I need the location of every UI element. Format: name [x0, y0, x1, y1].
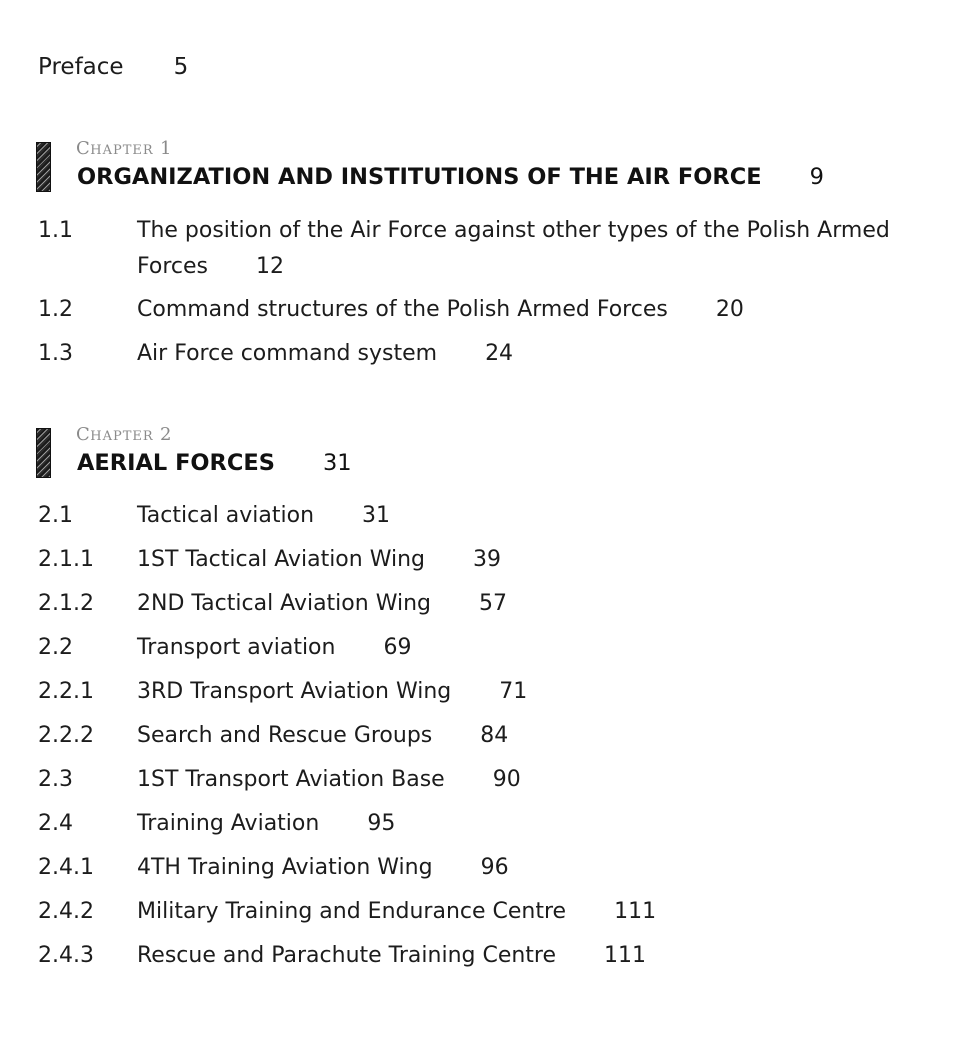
entry-title-wrap: Rescue and Parachute Training Centre 111	[137, 943, 647, 968]
entry-page: 90	[492, 767, 521, 792]
entry-page: 84	[480, 723, 509, 748]
entry-number: 2.4.2	[38, 899, 94, 924]
entry-number: 2.1.1	[38, 547, 94, 572]
preface-page: 5	[173, 54, 189, 80]
entry-number: 2.4.1	[38, 855, 94, 880]
entry-title-wrap: 1ST Tactical Aviation Wing 39	[137, 547, 501, 572]
entry-number: 2.2.2	[38, 723, 94, 748]
entry-page: 96	[480, 855, 509, 880]
entry-title-wrap: Search and Rescue Groups 84	[137, 723, 509, 748]
entry-number: 1.2	[38, 297, 73, 322]
entry-page: 71	[499, 679, 528, 704]
entry-number: 2.1	[38, 503, 73, 528]
chapter-title[interactable]: AERIAL FORCES 31	[77, 450, 352, 476]
entry-title-wrap: 3RD Transport Aviation Wing 71	[137, 679, 528, 704]
entry-title-wrap: Tactical aviation 31	[137, 503, 391, 528]
preface-entry[interactable]	[38, 52, 188, 82]
chapter-title[interactable]: ORGANIZATION AND INSTITUTIONS OF THE AIR FORCE 9	[77, 164, 824, 190]
entry-number: 2.2	[38, 635, 73, 660]
entry-title-wrap: 2ND Tactical Aviation Wing 57	[137, 591, 507, 616]
entry-title-wrap: Training Aviation 95	[137, 811, 396, 836]
entry-number: 2.3	[38, 767, 73, 792]
entry-title-wrap: 1ST Transport Aviation Base 90	[137, 767, 521, 792]
entry-page: 20	[715, 297, 744, 322]
entry-page: 95	[367, 811, 396, 836]
entry-number: 1.1	[38, 218, 73, 243]
entry-title-wrap: Transport aviation 69	[137, 635, 412, 660]
chapter-marker-icon	[36, 428, 51, 478]
entry-page: 39	[473, 547, 501, 572]
entry-page: 69	[383, 635, 412, 660]
entry-number: 2.2.1	[38, 679, 94, 704]
chapter-label: CHAPTER 2	[76, 424, 172, 445]
entry-number: 2.4	[38, 811, 73, 836]
entry-page: 111	[614, 899, 657, 924]
chapter-page: 31	[322, 450, 352, 476]
entry-page: 57	[478, 591, 507, 616]
preface-label: Preface	[38, 54, 124, 80]
entry-page: 31	[362, 503, 391, 528]
entry-number: 2.4.3	[38, 943, 94, 968]
entry-page: 111	[604, 943, 647, 968]
entry-page: 24	[485, 341, 514, 366]
chapter-page: 9	[809, 164, 824, 190]
entry-number: 2.1.2	[38, 591, 94, 616]
chapter-label: CHAPTER 1	[76, 138, 172, 159]
entry-title-wrap: The position of the Air Force against other types of the Polish Armed Forces 12	[137, 218, 890, 279]
entry-page: 12	[255, 254, 284, 279]
entry-number: 1.3	[38, 341, 73, 366]
entry-title-wrap: 4TH Training Aviation Wing 96	[137, 855, 509, 880]
chapter-marker-icon	[36, 142, 51, 192]
entry-title-wrap: Air Force command system 24	[137, 341, 514, 366]
entry-title-wrap: Command structures of the Polish Armed Forces 20	[137, 297, 744, 322]
entry-title-wrap: Military Training and Endurance Centre 111	[137, 899, 657, 924]
